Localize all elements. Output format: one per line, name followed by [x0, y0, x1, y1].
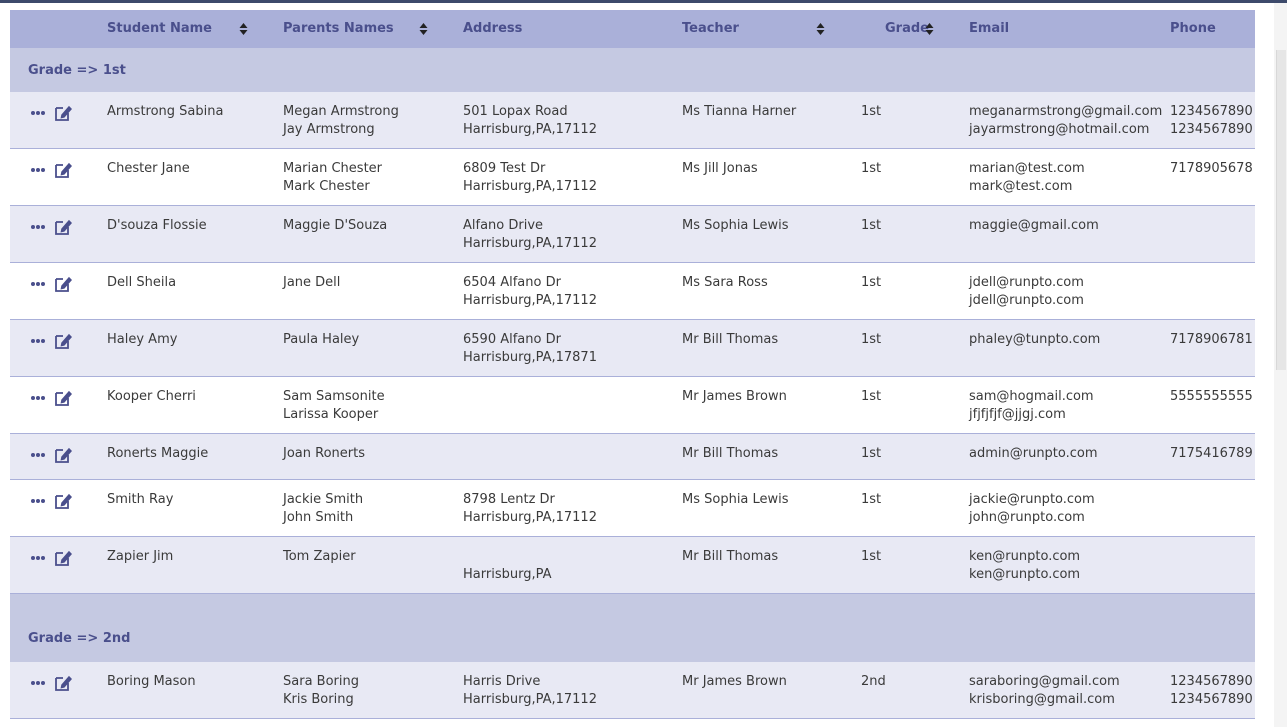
- cell-email: [969, 445, 1098, 463]
- email-line: mark@test.com: [969, 179, 1073, 194]
- cell-email: [969, 673, 1120, 709]
- student-value: Ronerts Maggie: [107, 446, 209, 461]
- sort-icon[interactable]: [419, 22, 428, 36]
- address-line: 6590 Alfano Dr: [463, 332, 561, 347]
- table-row[interactable]: [10, 92, 1255, 149]
- parents-line: Jay Armstrong: [283, 122, 375, 137]
- column-header-parents-names[interactable]: Parents Names: [283, 21, 394, 36]
- sort-icon[interactable]: [816, 22, 825, 36]
- group-label: Grade => 2nd: [28, 631, 131, 646]
- student-value: Armstrong Sabina: [107, 104, 224, 119]
- cell-parents: [283, 388, 385, 424]
- parents-line: Mark Chester: [283, 179, 370, 194]
- email-line: ken@runpto.com: [969, 549, 1081, 564]
- parents-line: Jane Dell: [283, 275, 341, 290]
- cell-parents: [283, 331, 359, 349]
- student-value: Smith Ray: [107, 492, 174, 507]
- student-value: Haley Amy: [107, 332, 178, 347]
- grade-value: 1st: [861, 161, 882, 176]
- group-header[interactable]: [10, 594, 1255, 662]
- edit-icon[interactable]: [54, 332, 72, 350]
- address-line: 8798 Lentz Dr: [463, 492, 555, 507]
- edit-icon[interactable]: [54, 389, 72, 407]
- cell-address: [463, 673, 597, 709]
- phone-line: 1234567890: [1170, 104, 1253, 119]
- cell-student: [107, 103, 223, 121]
- grade-value: 2nd: [861, 674, 886, 689]
- table-row[interactable]: [10, 263, 1255, 320]
- teacher-value: Mr Bill Thomas: [682, 549, 779, 564]
- cell-parents: [283, 491, 363, 527]
- address-line: Harrisburg,PA,17112: [463, 122, 597, 137]
- address-line: [463, 548, 551, 566]
- cell-parents: [283, 217, 387, 235]
- cell-parents: [283, 160, 382, 196]
- student-value: Dell Sheila: [107, 275, 177, 290]
- group-label: Grade => 1st: [28, 63, 126, 78]
- more-options-icon[interactable]: [30, 680, 46, 686]
- cell-parents: [283, 548, 356, 566]
- edit-icon[interactable]: [54, 104, 72, 122]
- cell-teacher: [682, 548, 778, 566]
- address-line: Harris Drive: [463, 674, 541, 689]
- edit-icon[interactable]: [54, 275, 72, 293]
- parents-line: Larissa Kooper: [283, 407, 379, 422]
- table-row[interactable]: [10, 537, 1255, 594]
- sort-icon[interactable]: [239, 22, 248, 36]
- more-options-icon[interactable]: [30, 224, 46, 230]
- column-header-student-name[interactable]: Student Name: [107, 21, 212, 36]
- cell-phone: [1170, 331, 1253, 349]
- cell-email: [969, 103, 1162, 139]
- cell-email: [969, 217, 1099, 235]
- scrollbar-thumb[interactable]: [1276, 50, 1286, 370]
- grade-value: 1st: [861, 332, 882, 347]
- cell-address: [463, 331, 597, 367]
- parents-line: Tom Zapier: [283, 549, 356, 564]
- more-options-icon[interactable]: [30, 395, 46, 401]
- cell-student: [107, 388, 196, 406]
- phone-line: 7175416789: [1170, 446, 1253, 461]
- cell-student: [107, 274, 176, 292]
- email-line: krisboring@gmail.com: [969, 692, 1115, 707]
- teacher-value: Ms Sophia Lewis: [682, 218, 789, 233]
- edit-icon[interactable]: [54, 549, 72, 567]
- cell-grade: [861, 331, 881, 349]
- phone-line: 1234567890: [1170, 674, 1253, 689]
- cell-teacher: [682, 103, 796, 121]
- more-options-icon[interactable]: [30, 338, 46, 344]
- cell-teacher: [682, 388, 787, 406]
- cell-teacher: [682, 673, 787, 691]
- student-value: Zapier Jim: [107, 549, 174, 564]
- email-line: john@runpto.com: [969, 510, 1085, 525]
- table-row[interactable]: [10, 377, 1255, 434]
- grade-value: 1st: [861, 446, 882, 461]
- cell-parents: [283, 274, 340, 292]
- table-row[interactable]: [10, 662, 1255, 719]
- grade-value: 1st: [861, 218, 882, 233]
- top-border: [0, 0, 1287, 3]
- edit-icon[interactable]: [54, 446, 72, 464]
- parents-line: Megan Armstrong: [283, 104, 399, 119]
- cell-student: [107, 548, 173, 566]
- email-line: admin@runpto.com: [969, 446, 1098, 461]
- cell-parents: [283, 103, 399, 139]
- parents-line: John Smith: [283, 510, 354, 525]
- grade-value: 1st: [861, 492, 882, 507]
- student-value: D'souza Flossie: [107, 218, 207, 233]
- address-line: Harrisburg,PA: [463, 567, 552, 582]
- parents-line: Paula Haley: [283, 332, 360, 347]
- email-line: phaley@tunpto.com: [969, 332, 1101, 347]
- cell-address: [463, 491, 597, 527]
- cell-teacher: [682, 331, 778, 349]
- cell-teacher: [682, 160, 758, 178]
- table-row[interactable]: [10, 434, 1255, 480]
- cell-phone: [1170, 673, 1253, 709]
- table-header: [10, 10, 1255, 48]
- parents-line: Joan Ronerts: [283, 446, 365, 461]
- cell-phone: [1170, 388, 1253, 406]
- email-line: jdell@runpto.com: [969, 275, 1084, 290]
- teacher-value: Ms Jill Jonas: [682, 161, 758, 176]
- cell-email: [969, 548, 1080, 584]
- column-header-address: Address: [463, 21, 523, 36]
- email-line: meganarmstrong@gmail.com: [969, 104, 1163, 119]
- table-row[interactable]: [10, 480, 1255, 537]
- teacher-value: Mr Bill Thomas: [682, 332, 779, 347]
- table-body: [10, 48, 1255, 719]
- cell-email: [969, 274, 1084, 310]
- address-line: 6809 Test Dr: [463, 161, 546, 176]
- parents-line: Kris Boring: [283, 692, 354, 707]
- cell-student: [107, 445, 208, 463]
- teacher-value: Mr James Brown: [682, 389, 787, 404]
- grade-value: 1st: [861, 549, 882, 564]
- edit-icon[interactable]: [54, 218, 72, 236]
- phone-line: 5555555555: [1170, 389, 1253, 404]
- cell-grade: [861, 103, 881, 121]
- grade-value: 1st: [861, 275, 882, 290]
- table-row[interactable]: [10, 149, 1255, 206]
- cell-student: [107, 217, 207, 235]
- student-value: Boring Mason: [107, 674, 196, 689]
- teacher-value: Ms Sophia Lewis: [682, 492, 789, 507]
- phone-line: 1234567890: [1170, 122, 1253, 137]
- edit-icon[interactable]: [54, 161, 72, 179]
- address-line: Alfano Drive: [463, 218, 544, 233]
- address-line: Harrisburg,PA,17112: [463, 236, 597, 251]
- email-line: jfjfjfjf@jjgj.com: [969, 407, 1066, 422]
- teacher-value: Ms Sara Ross: [682, 275, 768, 290]
- email-line: saraboring@gmail.com: [969, 674, 1120, 689]
- cell-email: [969, 331, 1100, 349]
- cell-grade: [861, 673, 886, 691]
- cell-phone: [1170, 445, 1253, 463]
- table-row[interactable]: [10, 206, 1255, 263]
- sort-icon[interactable]: [925, 22, 934, 36]
- cell-address: [463, 217, 597, 253]
- cell-teacher: [682, 274, 768, 292]
- address-line: Harrisburg,PA,17112: [463, 293, 597, 308]
- cell-student: [107, 491, 173, 509]
- cell-grade: [861, 274, 881, 292]
- column-header-email: Email: [969, 21, 1010, 36]
- cell-address: [463, 548, 551, 584]
- more-options-icon[interactable]: [30, 110, 46, 116]
- more-options-icon[interactable]: [30, 281, 46, 287]
- cell-phone: [1170, 160, 1253, 178]
- parents-line: Maggie D'Souza: [283, 218, 388, 233]
- teacher-value: Mr James Brown: [682, 674, 787, 689]
- cell-grade: [861, 548, 881, 566]
- parents-line: Jackie Smith: [283, 492, 364, 507]
- student-value: Kooper Cherri: [107, 389, 196, 404]
- email-line: jayarmstrong@hotmail.com: [969, 122, 1150, 137]
- table-row[interactable]: [10, 320, 1255, 377]
- cell-grade: [861, 491, 881, 509]
- more-options-icon[interactable]: [30, 452, 46, 458]
- cell-phone: [1170, 103, 1253, 139]
- cell-grade: [861, 388, 881, 406]
- address-line: Harrisburg,PA,17112: [463, 692, 597, 707]
- email-line: marian@test.com: [969, 161, 1085, 176]
- cell-teacher: [682, 491, 789, 509]
- cell-email: [969, 388, 1094, 424]
- teacher-value: Ms Tianna Harner: [682, 104, 797, 119]
- edit-icon[interactable]: [54, 674, 72, 692]
- email-line: maggie@gmail.com: [969, 218, 1099, 233]
- more-options-icon[interactable]: [30, 167, 46, 173]
- edit-icon[interactable]: [54, 492, 72, 510]
- address-line: Harrisburg,PA,17112: [463, 510, 597, 525]
- cell-email: [969, 491, 1095, 527]
- column-header-teacher[interactable]: Teacher: [682, 21, 739, 36]
- column-header-grade[interactable]: Grade: [885, 21, 929, 36]
- teacher-value: Mr Bill Thomas: [682, 446, 779, 461]
- parents-line: Sara Boring: [283, 674, 359, 689]
- more-options-icon[interactable]: [30, 555, 46, 561]
- group-header[interactable]: [10, 48, 1255, 92]
- address-line: Harrisburg,PA,17112: [463, 179, 597, 194]
- cell-parents: [283, 445, 365, 463]
- email-line: jdell@runpto.com: [969, 293, 1084, 308]
- phone-line: 1234567890: [1170, 692, 1253, 707]
- cell-grade: [861, 445, 881, 463]
- cell-teacher: [682, 445, 778, 463]
- cell-grade: [861, 160, 881, 178]
- email-line: jackie@runpto.com: [969, 492, 1095, 507]
- parents-line: Sam Samsonite: [283, 389, 385, 404]
- address-line: 501 Lopax Road: [463, 104, 568, 119]
- students-table: [10, 10, 1255, 719]
- phone-line: 7178906781: [1170, 332, 1253, 347]
- address-line: 6504 Alfano Dr: [463, 275, 561, 290]
- cell-student: [107, 160, 190, 178]
- cell-grade: [861, 217, 881, 235]
- cell-student: [107, 331, 177, 349]
- column-header-phone: Phone: [1170, 21, 1216, 36]
- email-line: sam@hogmail.com: [969, 389, 1094, 404]
- cell-address: [463, 103, 597, 139]
- cell-teacher: [682, 217, 789, 235]
- address-line: Harrisburg,PA,17871: [463, 350, 597, 365]
- cell-address: [463, 274, 597, 310]
- student-value: Chester Jane: [107, 161, 190, 176]
- more-options-icon[interactable]: [30, 498, 46, 504]
- parents-line: Marian Chester: [283, 161, 383, 176]
- cell-parents: [283, 673, 359, 709]
- email-line: ken@runpto.com: [969, 567, 1081, 582]
- cell-student: [107, 673, 196, 691]
- grade-value: 1st: [861, 389, 882, 404]
- cell-email: [969, 160, 1085, 196]
- phone-line: 7178905678: [1170, 161, 1253, 176]
- cell-address: [463, 160, 597, 196]
- grade-value: 1st: [861, 104, 882, 119]
